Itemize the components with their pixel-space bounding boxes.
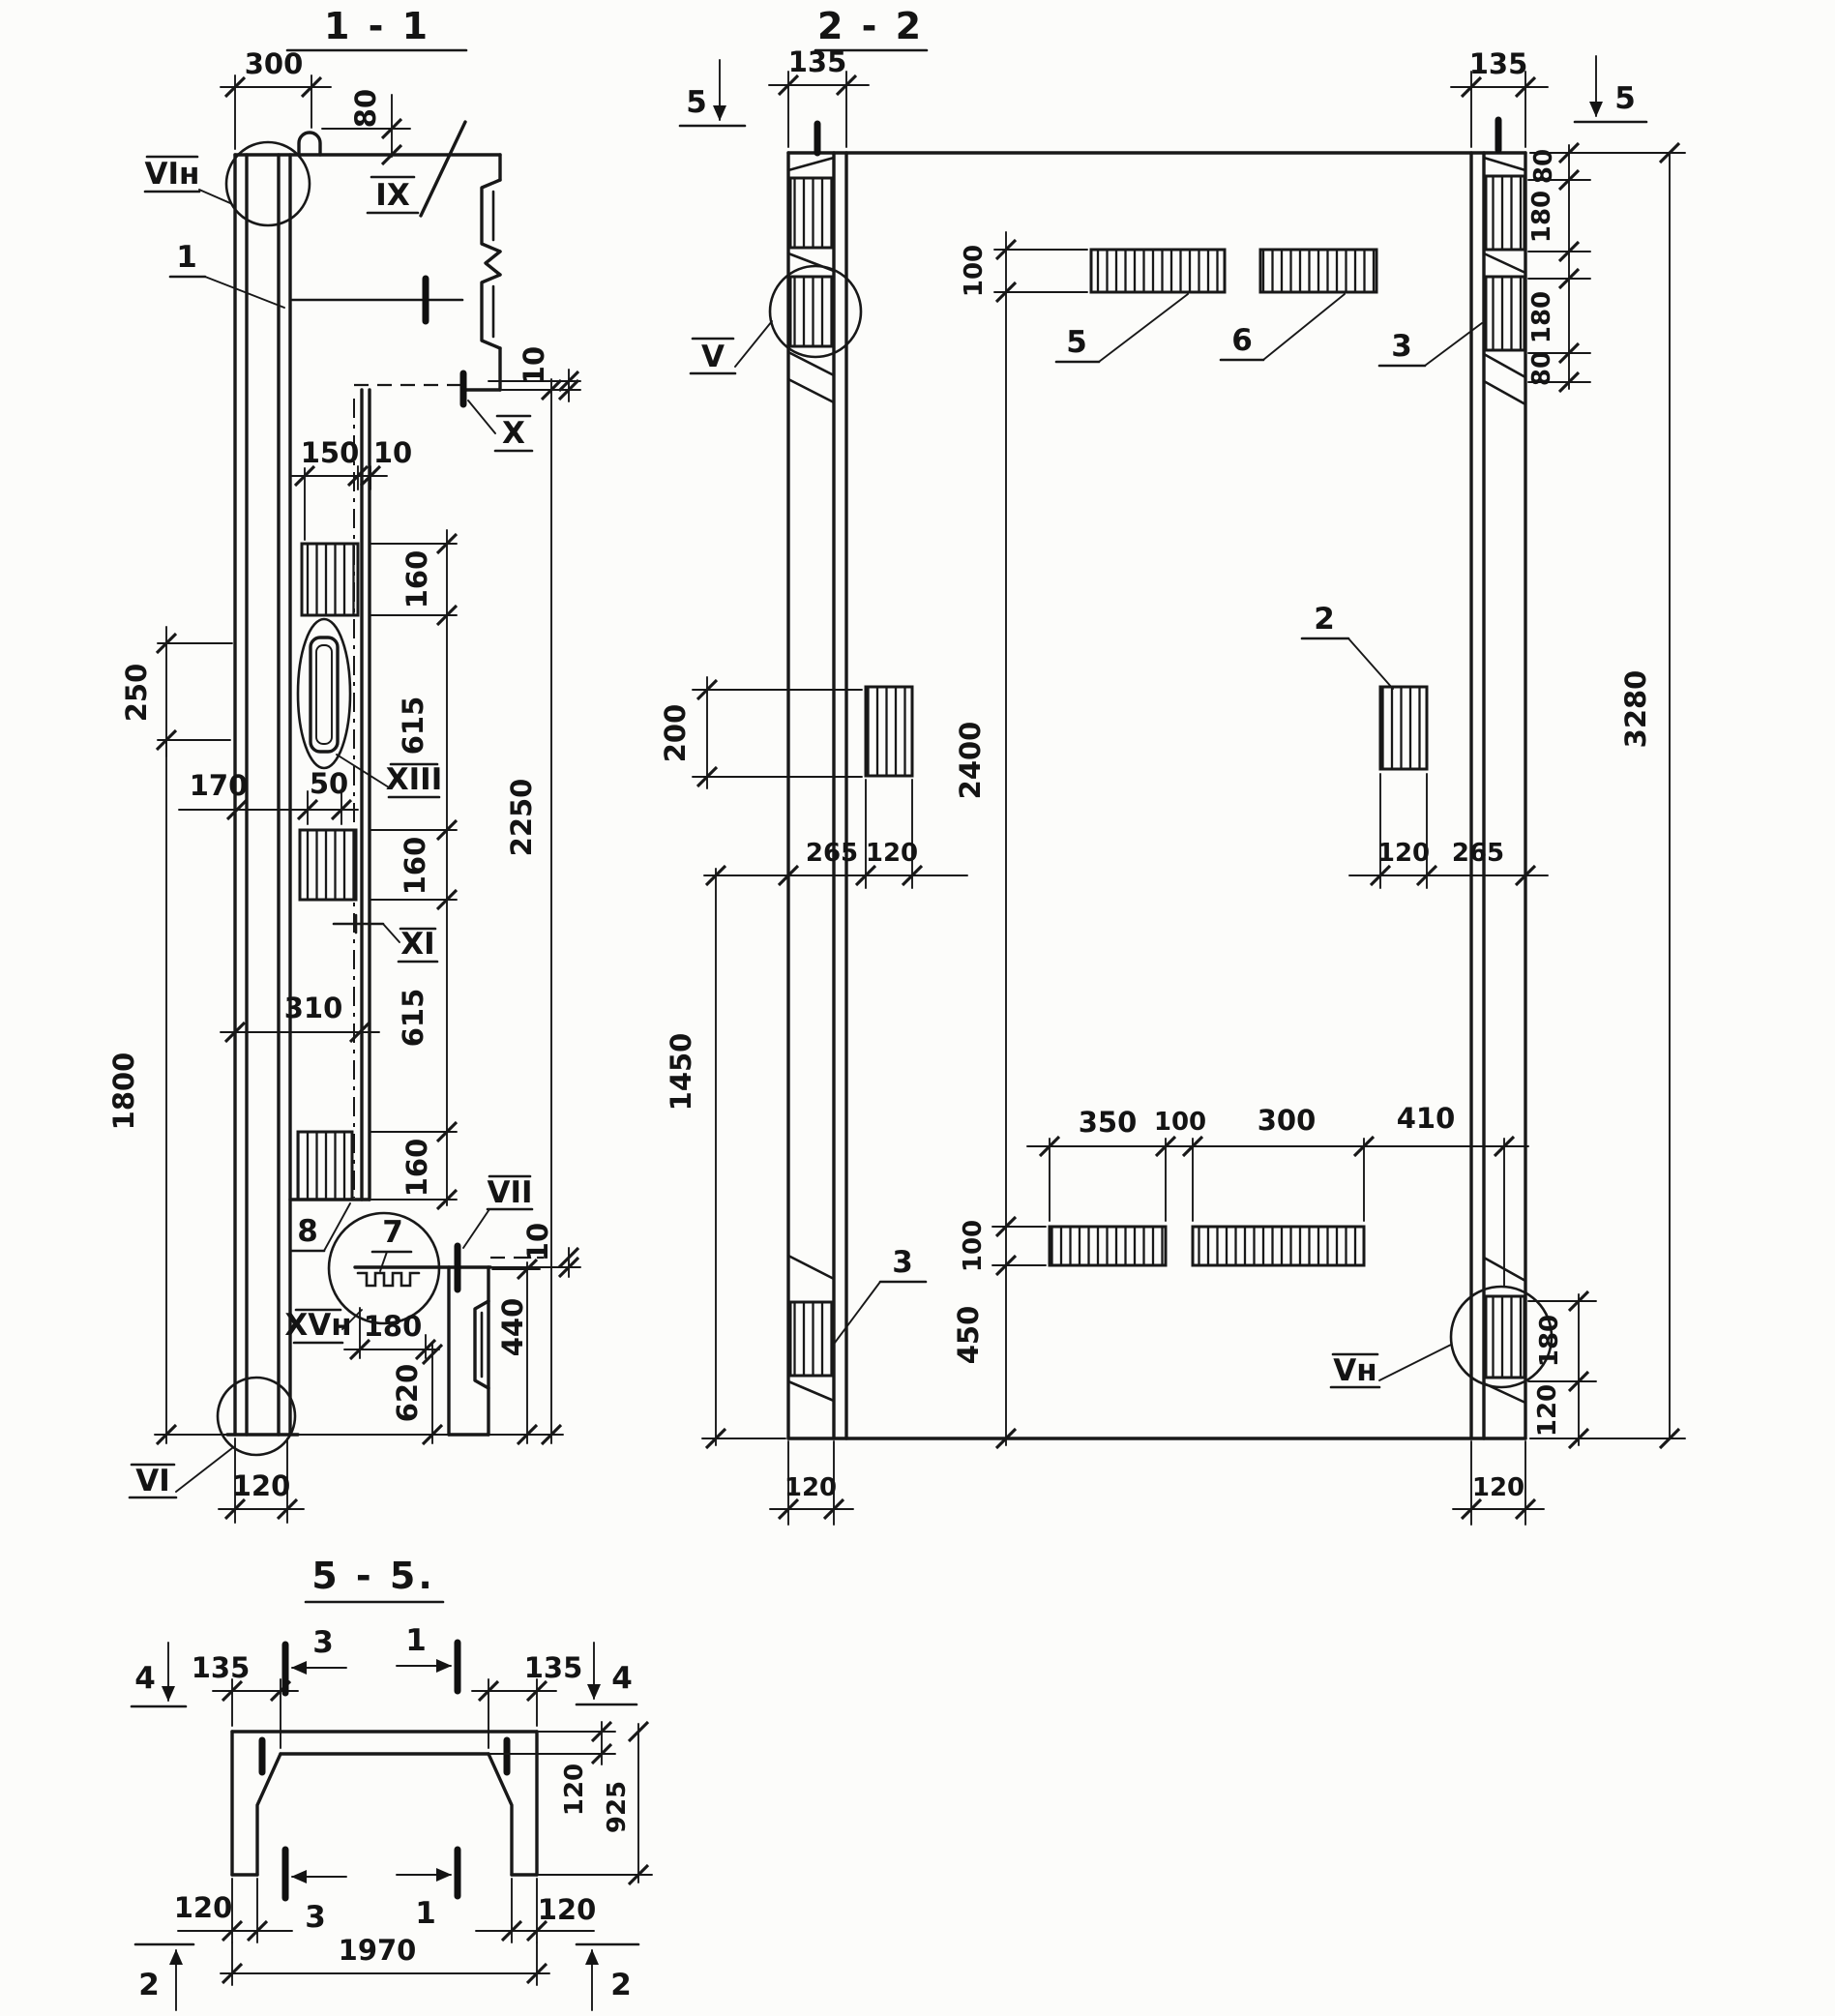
dim-80 bbox=[322, 89, 410, 164]
marker-2-left-text: 2 bbox=[138, 1968, 160, 2002]
dim-120-bottom-right-rib bbox=[1453, 1441, 1544, 1525]
web-embed-left bbox=[866, 687, 912, 776]
wall-outline-1-1 bbox=[227, 133, 500, 1435]
label-vi-bottom-text: VI bbox=[135, 1464, 170, 1498]
dim-135-right-55 bbox=[472, 1651, 582, 1748]
dim-300-value: 300 bbox=[244, 47, 304, 80]
dim-925-value: 925 bbox=[603, 1780, 632, 1834]
dim-100-bot-value: 100 bbox=[959, 1219, 988, 1273]
label-ix-text: IX bbox=[375, 178, 410, 213]
label-part-3-bottom-text: 3 bbox=[892, 1245, 913, 1280]
embed-plate-2 bbox=[300, 830, 356, 900]
dim-100-top-value: 100 bbox=[960, 244, 989, 298]
marker-3-top bbox=[285, 1625, 346, 1693]
marker-4-left-text: 4 bbox=[134, 1661, 156, 1696]
label-v-n bbox=[1331, 1345, 1451, 1388]
embed-plate-3 bbox=[298, 1132, 352, 1200]
dim-120-bl-value: 120 bbox=[784, 1473, 838, 1502]
marker-2-right-text: 2 bbox=[610, 1968, 632, 2002]
strip-embed-5 bbox=[1091, 250, 1225, 292]
label-v-n-text: Vн bbox=[1333, 1353, 1377, 1388]
dim-200-value: 200 bbox=[659, 703, 692, 763]
dim-1450 bbox=[665, 866, 785, 1448]
dim-135-left-value: 135 bbox=[787, 45, 847, 78]
label-part-8 bbox=[291, 1203, 350, 1251]
dim-2400-value: 2400 bbox=[954, 721, 987, 800]
label-part-1 bbox=[170, 240, 284, 308]
slot-detail bbox=[298, 619, 350, 768]
section-1-1 bbox=[107, 5, 580, 1523]
dim-265-120-left bbox=[704, 780, 967, 888]
marker-5-left-text: 5 bbox=[686, 85, 707, 120]
dim-1970-value: 1970 bbox=[338, 1934, 417, 1967]
dim-200 bbox=[659, 677, 862, 788]
lifting-hook bbox=[299, 133, 320, 155]
marker-3-top-text: 3 bbox=[312, 1625, 334, 1660]
label-v bbox=[691, 321, 772, 374]
dim-300-chain-value: 300 bbox=[1257, 1104, 1317, 1137]
dim-1970 bbox=[221, 1934, 549, 1985]
label-part-3-top bbox=[1379, 323, 1482, 366]
label-part-1-text: 1 bbox=[176, 240, 197, 275]
dim-100-top bbox=[960, 240, 1087, 302]
label-xi bbox=[383, 924, 437, 962]
label-xiii-text: XIII bbox=[385, 762, 443, 797]
dim-chain-right-1-1 bbox=[370, 530, 457, 1209]
dim-10-rib-value: 10 bbox=[372, 436, 413, 469]
rib-embed-left-2 bbox=[790, 277, 833, 346]
label-xi-text: XI bbox=[400, 927, 435, 962]
label-x-text: X bbox=[502, 416, 525, 451]
dim-120-right-value: 120 bbox=[1376, 839, 1431, 868]
marker-3-bottom-text: 3 bbox=[305, 1900, 326, 1935]
dim-265-left-value: 265 bbox=[805, 839, 859, 868]
dim-120-bottom-left-55 bbox=[174, 1879, 292, 1942]
edge-notch-lower bbox=[482, 275, 500, 348]
marker-2-left bbox=[135, 1944, 193, 2010]
web-embed-right bbox=[1380, 687, 1427, 769]
section-1-1-title bbox=[287, 5, 466, 50]
dim-410-value: 410 bbox=[1396, 1102, 1456, 1135]
dim-150-10 bbox=[290, 436, 412, 540]
dim-180-br-value: 180 bbox=[1535, 1314, 1564, 1368]
dim-250 bbox=[120, 627, 232, 756]
marker-1-top-text: 1 bbox=[405, 1623, 427, 1658]
strip-embed-bottom-left bbox=[1050, 1227, 1166, 1265]
label-xiii bbox=[337, 755, 442, 797]
dim-120-bottom-right-55 bbox=[476, 1879, 596, 1942]
dim-135-left-55-value: 135 bbox=[191, 1651, 251, 1684]
dim-100-chain-value: 100 bbox=[1153, 1108, 1207, 1137]
label-part-7 bbox=[372, 1215, 411, 1271]
rib-embed-left-3 bbox=[790, 1302, 833, 1376]
dim-440 bbox=[492, 1260, 540, 1444]
rib-embed-right-3 bbox=[1486, 1296, 1524, 1378]
dim-350-value: 350 bbox=[1078, 1106, 1138, 1139]
section-1-1-title-text: 1 - 1 bbox=[323, 5, 431, 47]
dim-120-r55-value: 120 bbox=[560, 1763, 589, 1817]
strip-embed-6 bbox=[1260, 250, 1376, 292]
dim-120-bottom-left-rib bbox=[770, 1441, 853, 1525]
dim-80a-value: 80 bbox=[1529, 148, 1558, 185]
label-x bbox=[468, 400, 532, 451]
dim-120-bl55-value: 120 bbox=[173, 1891, 233, 1924]
dim-120-brr-value: 120 bbox=[1471, 1473, 1525, 1502]
shear-key-serration bbox=[358, 1273, 419, 1286]
marker-4-right bbox=[577, 1643, 636, 1705]
section-2-2 bbox=[659, 5, 1685, 1525]
label-v-text: V bbox=[701, 340, 725, 374]
label-xv bbox=[284, 1308, 362, 1343]
dim-620-value: 620 bbox=[391, 1363, 424, 1423]
dim-120-bottom-1-1 bbox=[219, 1438, 304, 1523]
dim-120-br55-value: 120 bbox=[537, 1893, 597, 1926]
label-vi-top bbox=[145, 157, 230, 203]
dim-450-value: 450 bbox=[952, 1305, 985, 1365]
dim-310 bbox=[221, 992, 379, 1042]
marker-1-top bbox=[397, 1623, 458, 1691]
label-part-2-text: 2 bbox=[1314, 602, 1335, 637]
marker-1-bottom bbox=[397, 1850, 458, 1931]
dim-150-value: 150 bbox=[300, 436, 360, 469]
label-part-2 bbox=[1302, 602, 1393, 689]
label-vi-bottom bbox=[130, 1448, 232, 1498]
dim-615-1-value: 615 bbox=[397, 696, 429, 756]
rib-embed-right-1 bbox=[1486, 176, 1524, 250]
section-5-5-title bbox=[306, 1555, 443, 1602]
section-line-xi bbox=[334, 915, 383, 933]
dim-10-top-value: 10 bbox=[518, 345, 550, 386]
marker-5-left bbox=[680, 60, 745, 126]
dim-120-265-right bbox=[1349, 774, 1548, 888]
section-2-2-title bbox=[815, 5, 927, 50]
label-part-5 bbox=[1056, 294, 1188, 362]
dim-440-value: 440 bbox=[496, 1297, 529, 1357]
rib-embed-left-1 bbox=[790, 178, 833, 248]
label-vi-top-text: VIн bbox=[144, 157, 200, 192]
dim-80-value: 80 bbox=[349, 88, 382, 129]
dim-310-value: 310 bbox=[283, 992, 343, 1024]
marker-5-right bbox=[1575, 56, 1646, 122]
dim-1800 bbox=[107, 740, 228, 1444]
label-part-6 bbox=[1221, 294, 1345, 360]
dim-10-bottom-value: 10 bbox=[521, 1222, 554, 1262]
dim-265-right-value: 265 bbox=[1451, 839, 1505, 868]
marker-4-left bbox=[132, 1643, 186, 1706]
dim-chain-right-top bbox=[1527, 143, 1590, 392]
section-line-ix bbox=[421, 122, 465, 216]
dim-615-2-value: 615 bbox=[397, 988, 429, 1048]
dim-160-3-value: 160 bbox=[400, 1138, 433, 1198]
detail-circle-xiii bbox=[298, 619, 350, 768]
section-2-2-title-text: 2 - 2 bbox=[816, 5, 925, 47]
dim-1450-value: 1450 bbox=[665, 1032, 697, 1112]
label-xv-text: XVн bbox=[284, 1308, 352, 1343]
dim-50-value: 50 bbox=[309, 767, 349, 800]
dim-170-value: 170 bbox=[189, 769, 249, 802]
marker-3-bottom bbox=[285, 1850, 346, 1935]
marker-4-right-text: 4 bbox=[611, 1661, 633, 1696]
dim-chain-center bbox=[952, 232, 1046, 1448]
label-part-6-text: 6 bbox=[1231, 323, 1253, 358]
dim-135-left-55 bbox=[192, 1651, 298, 1748]
dim-10-top-joint bbox=[488, 346, 580, 401]
dim-180-value: 180 bbox=[363, 1310, 423, 1343]
embed-plate-1 bbox=[302, 544, 358, 615]
edge-notch-upper bbox=[482, 180, 500, 252]
dim-120-br-value: 120 bbox=[1533, 1383, 1562, 1438]
detail-circle-vi-bottom bbox=[218, 1378, 295, 1455]
dim-250-value: 250 bbox=[120, 663, 153, 723]
dim-3280-value: 3280 bbox=[1619, 669, 1652, 749]
dim-180b-value: 180 bbox=[1527, 290, 1556, 344]
label-part-3-top-text: 3 bbox=[1391, 329, 1412, 364]
dim-2250-value: 2250 bbox=[505, 778, 538, 857]
section-5-5-title-text: 5 - 5. bbox=[311, 1555, 435, 1597]
label-part-5-text: 5 bbox=[1066, 325, 1087, 360]
label-part-7-text: 7 bbox=[382, 1215, 403, 1250]
dim-170-50 bbox=[179, 767, 358, 824]
dim-180-bottom bbox=[344, 1308, 439, 1359]
dim-160-2-value: 160 bbox=[399, 836, 431, 896]
label-ix bbox=[368, 177, 418, 213]
dim-1800-value: 1800 bbox=[107, 1052, 140, 1131]
dim-160-1-value: 160 bbox=[400, 549, 433, 609]
dim-135-right-value: 135 bbox=[1468, 47, 1528, 80]
dim-80b-value: 80 bbox=[1527, 350, 1556, 387]
rib-embed-right-2 bbox=[1486, 277, 1524, 350]
section-5-5 bbox=[132, 1555, 652, 2010]
dim-2250 bbox=[300, 379, 563, 1444]
dim-180a-value: 180 bbox=[1527, 190, 1556, 244]
dim-120-left-value: 120 bbox=[865, 839, 919, 868]
marker-2-right bbox=[577, 1944, 638, 2010]
strip-embed-bottom-right bbox=[1193, 1227, 1364, 1265]
marker-1-bottom-text: 1 bbox=[415, 1896, 436, 1931]
marker-5-right-text: 5 bbox=[1614, 81, 1636, 116]
dim-135-right-55-value: 135 bbox=[523, 1651, 583, 1684]
label-vii-text: VII bbox=[487, 1175, 533, 1210]
label-part-8-text: 8 bbox=[297, 1214, 318, 1249]
dim-120-value: 120 bbox=[231, 1469, 291, 1502]
